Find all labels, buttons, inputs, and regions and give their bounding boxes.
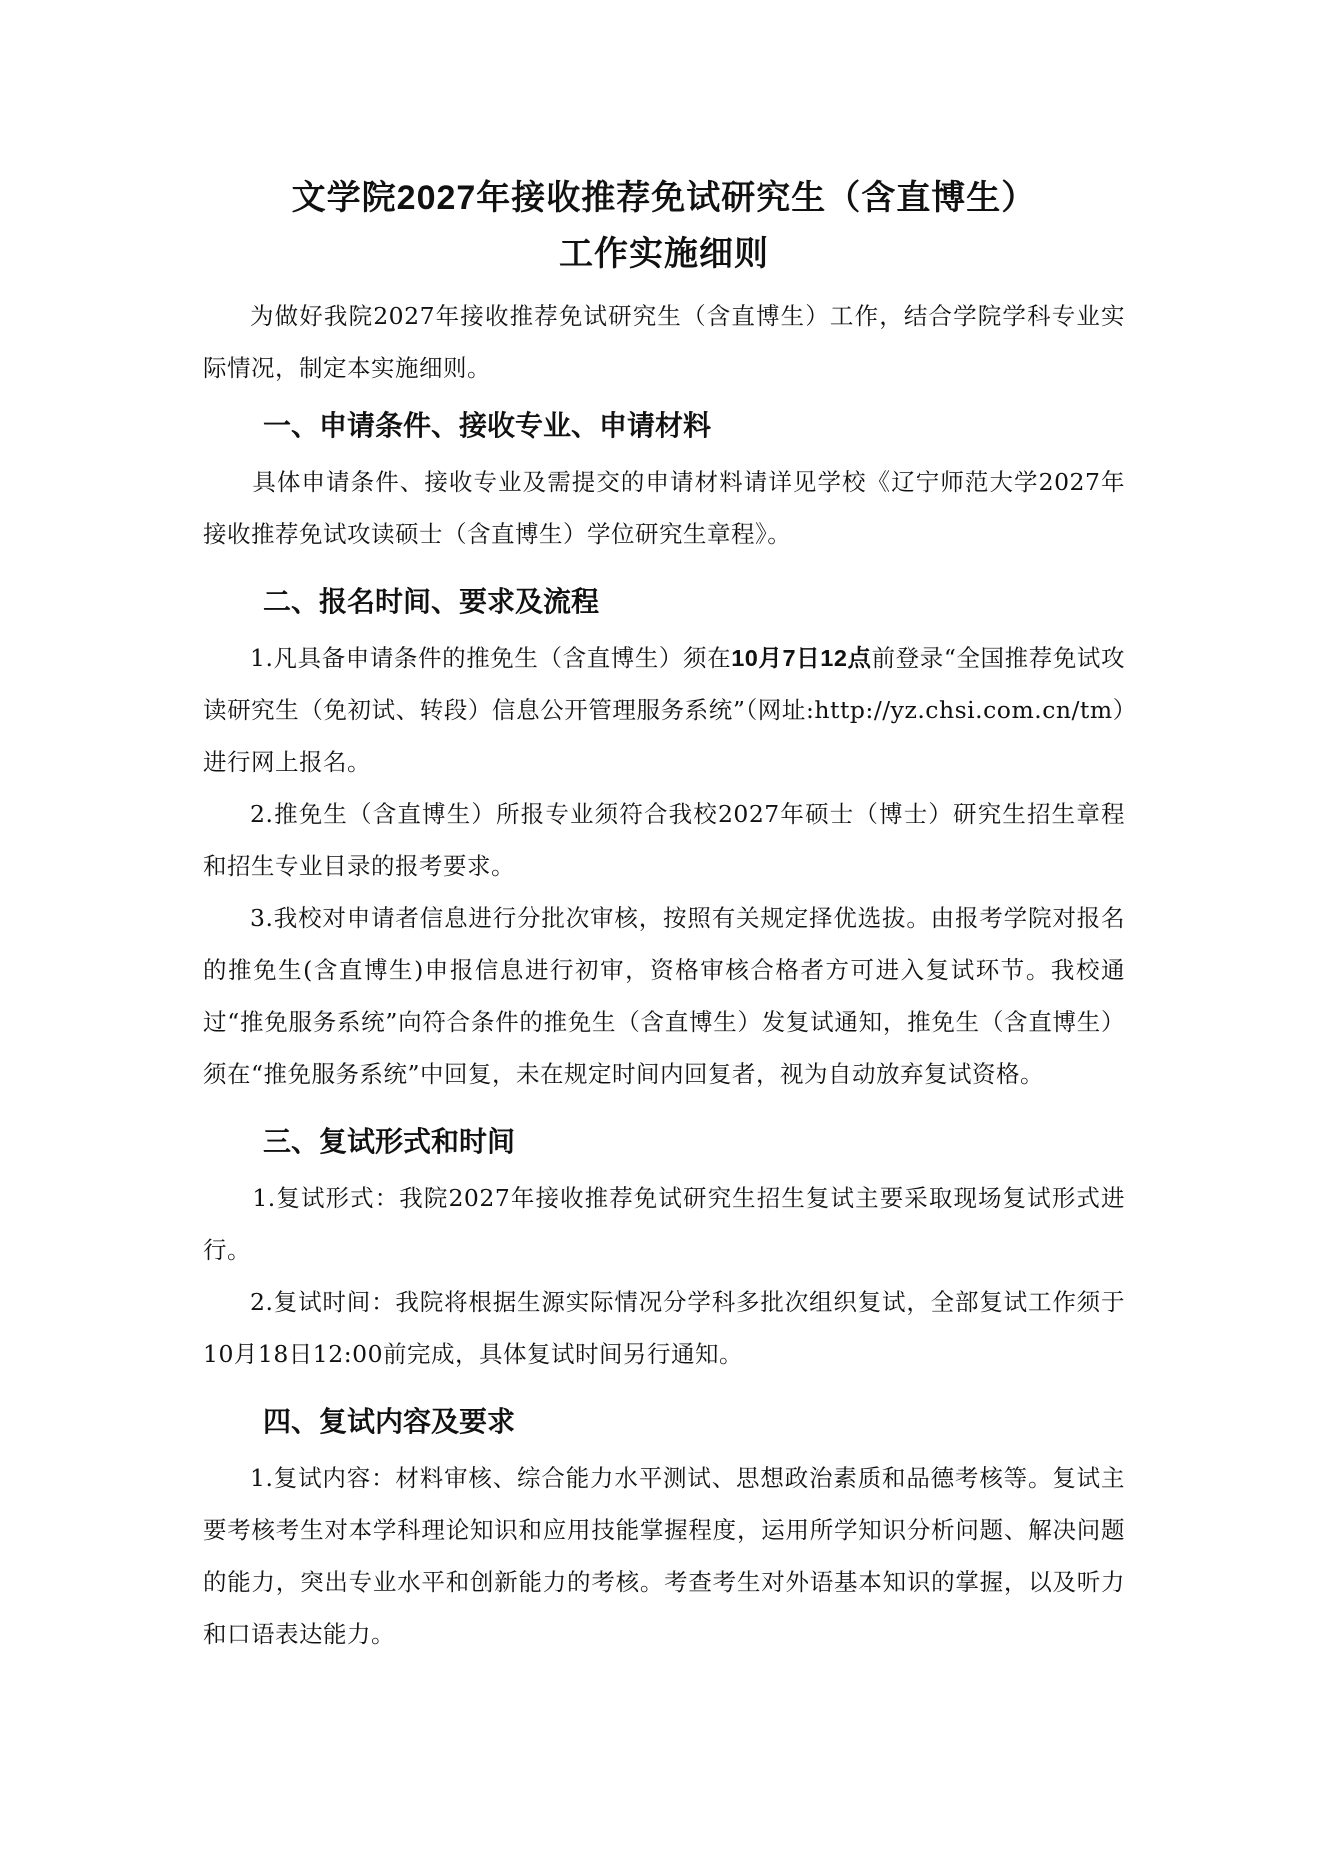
section-2-p1-text-before: 1.凡具备申请条件的推免生（含直博生）须在: [250, 644, 732, 672]
section-heading-3: 三、复试形式和时间: [263, 1126, 516, 1157]
registration-deadline: 10月7日12点: [731, 645, 872, 671]
section-4-paragraph-1: 1.复试内容：材料审核、综合能力水平测试、思想政治素质和品德考核等。复试主要考核考生对本学科理论知识和应用技能掌握程度，运用所学知识分析问题、解决问题的能力，突出专业水平和创新能力的考核。考查考生对外语基本知识的掌握，以及听力和口语表达能力。: [203, 1464, 1125, 1648]
section-2-paragraph-1: [203, 632, 1125, 788]
section-3-paragraph-1: 1.复试形式：我院2027年接收推荐免试研究生招生复试主要采取现场复试形式进行。: [203, 1184, 1125, 1264]
document-body: [203, 170, 1125, 1660]
intro-paragraph: 为做好我院2027年接收推荐免试研究生（含直博生）工作，结合学院学科专业实际情况，制定本实施细则。: [203, 302, 1125, 382]
section-3-paragraph-2: 2.复试时间：我院将根据生源实际情况分学科多批次组织复试，全部复试工作须于10月18日12:00前完成，具体复试时间另行通知。: [203, 1288, 1125, 1368]
document-title-line2: 工作实施细则: [559, 235, 769, 273]
section-heading-4: 四、复试内容及要求: [263, 1406, 516, 1437]
section-2-paragraph-2: 2.推免生（含直博生）所报专业须符合我校2027年硕士（博士）研究生招生章程和招生专业目录的报考要求。: [203, 800, 1125, 880]
section-2-p1-text-after: 前登录“全国推荐免试攻读研究生（免初试、转段）信息公开管理服务系统”（网址:http://yz.chsi.com.cn/tm）进行网上报名。: [203, 644, 1125, 776]
section-heading-2: 二、报名时间、要求及流程: [263, 586, 600, 617]
section-heading-1: 一、申请条件、接收专业、申请材料: [263, 410, 712, 441]
section-1-paragraph-1: 具体申请条件、接收专业及需提交的申请材料请详见学校《辽宁师范大学2027年接收推荐免试攻读硕士（含直博生）学位研究生章程》。: [203, 468, 1125, 548]
document-title-line1: 文学院2027年接收推荐免试研究生（含直博生）: [291, 179, 1037, 217]
section-2-paragraph-3: 3.我校对申请者信息进行分批次审核，按照有关规定择优选拔。由报考学院对报名的推免生(含直博生)申报信息进行初审，资格审核合格者方可进入复试环节。我校通过“推免服务系统”向符合条件的推免生（含直博生）发复试通知，推免生（含直博生）须在“推免服务系统”中回复，未在规定时间内回复者，视为自动放弃复试资格。: [203, 904, 1125, 1088]
